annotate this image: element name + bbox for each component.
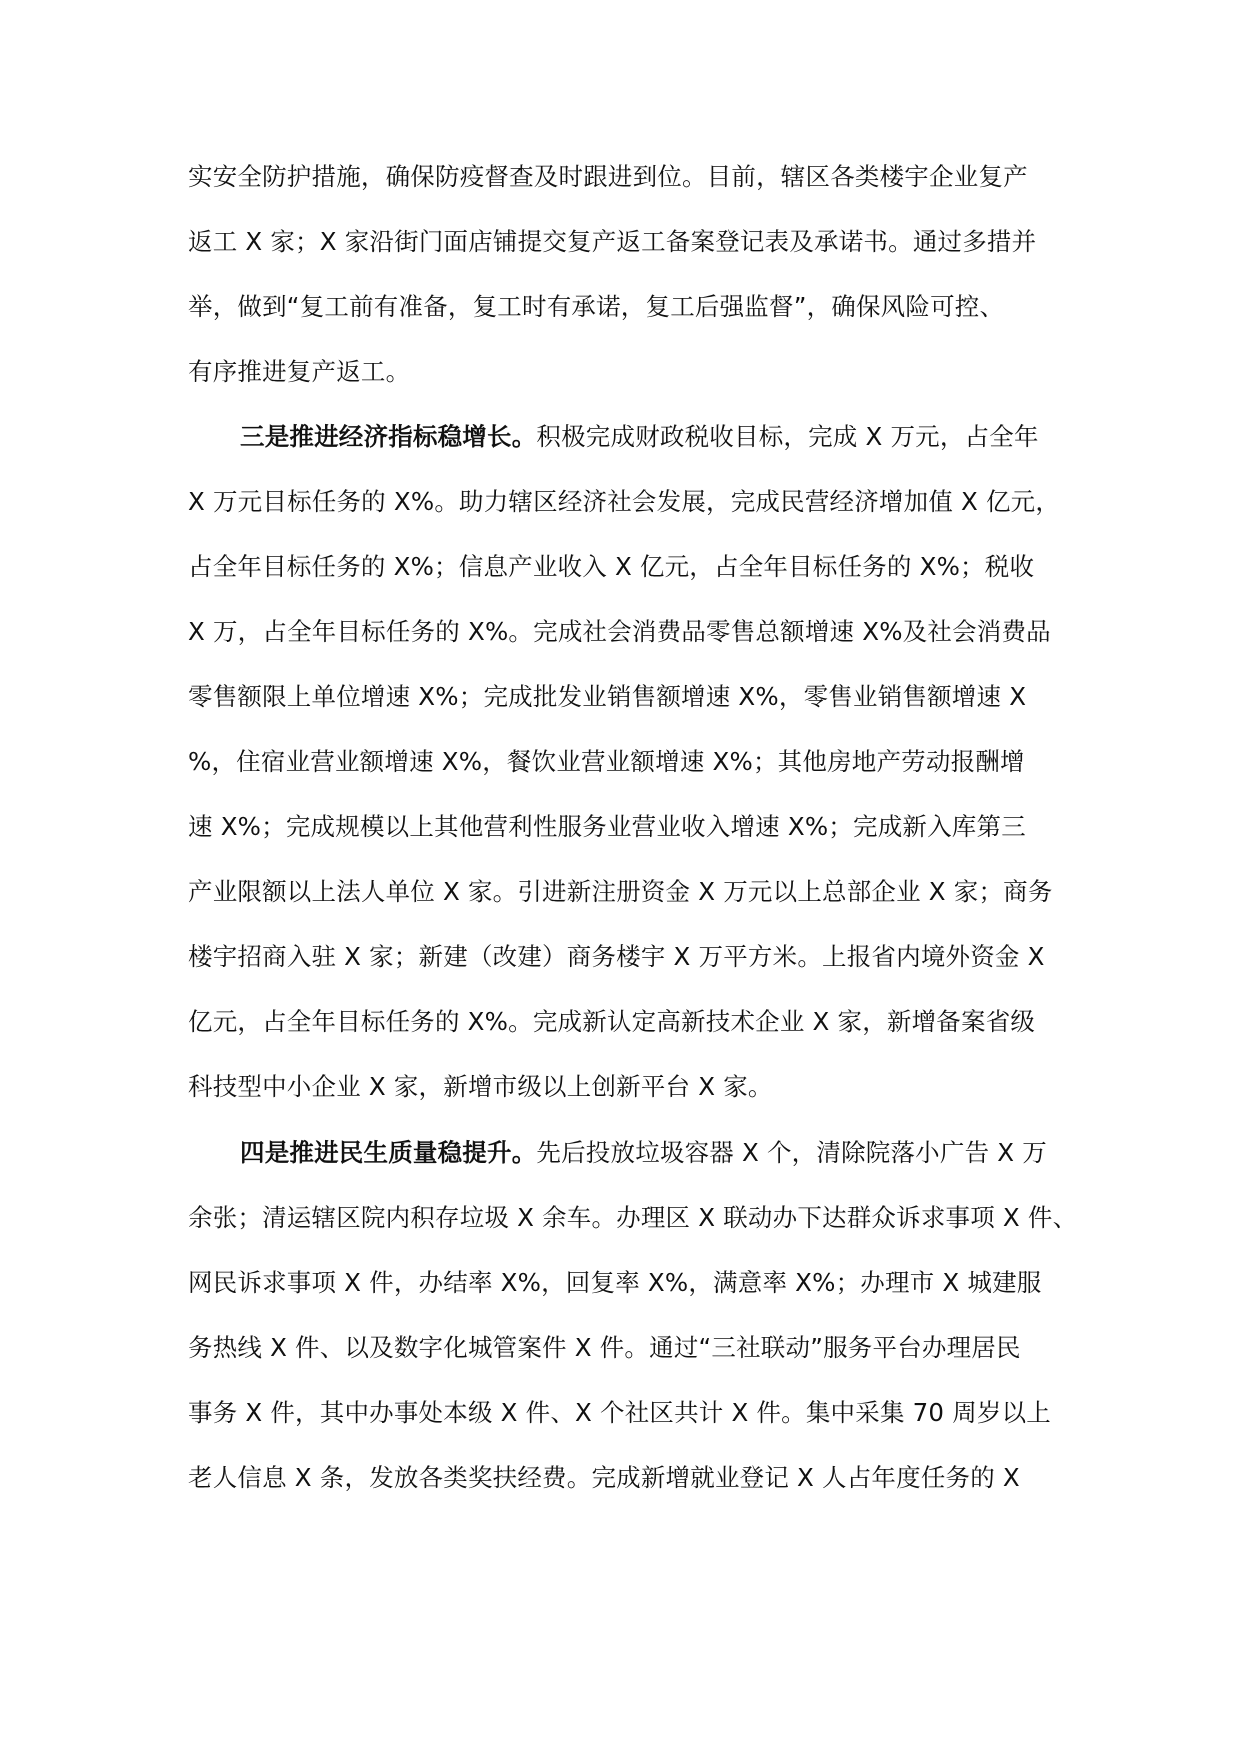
text-line	[188, 1120, 1088, 1185]
text-line: 科技型中小企业 X 家，新增市级以上创新平台 X 家。	[188, 1072, 773, 1101]
text-line: 务热线 X 件、以及数字化城管案件 X 件。通过“三社联动”服务平台办理居民	[188, 1333, 1021, 1362]
text-line: 零售额限上单位增速 X%；完成批发业销售额增速 X%，零售业销售额增速 X	[188, 682, 1027, 711]
text-run: 积极完成财政税收目标，完成 X 万元，占全年	[536, 422, 1039, 451]
text-line: 老人信息 X 条，发放各类奖扶经费。完成新增就业登记 X 人占年度任务的 X	[188, 1463, 1020, 1492]
paragraph-1	[188, 144, 1088, 404]
text-run: 先后投放垃圾容器 X 个，清除院落小广告 X 万	[536, 1138, 1047, 1167]
text-line: X 万元目标任务的 X%。助力辖区经济社会发展，完成民营经济增加值 X 亿元，	[188, 487, 1061, 516]
text-line: 网民诉求事项 X 件，办结率 X%，回复率 X%，满意率 X%；办理市 X 城建服	[188, 1268, 1042, 1297]
text-line: 占全年目标任务的 X%；信息产业收入 X 亿元，占全年目标任务的 X%；税收	[188, 552, 1035, 581]
text-line: 返工 X 家；X 家沿街门面店铺提交复产返工备案登记表及承诺书。通过多措并	[188, 227, 1037, 256]
text-line: 速 X%；完成规模以上其他营利性服务业营业收入增速 X%；完成新入库第三	[188, 812, 1026, 841]
text-line: 有序推进复产返工。	[188, 357, 411, 386]
text-line: 举，做到“复工前有准备，复工时有承诺，复工后强监督”，确保风险可控、	[188, 292, 1005, 321]
text-line: 亿元，占全年目标任务的 X%。完成新认定高新技术企业 X 家，新增备案省级	[188, 1007, 1036, 1036]
paragraph-heading: 四是推进民生质量稳提升。	[240, 1138, 537, 1167]
text-line: 产业限额以上法人单位 X 家。引进新注册资金 X 万元以上总部企业 X 家；商务	[188, 877, 1053, 906]
text-line	[188, 404, 1088, 469]
text-line: 事务 X 件，其中办事处本级 X 件、X 个社区共计 X 件。集中采集 70 周岁以上	[188, 1398, 1051, 1427]
paragraph-heading: 三是推进经济指标稳增长。	[240, 422, 537, 451]
text-line: %，住宿业营业额增速 X%，餐饮业营业额增速 X%；其他房地产劳动报酬增	[188, 747, 1025, 776]
paragraph-2	[188, 404, 1088, 1119]
text-line: 余张；清运辖区院内积存垃圾 X 余车。办理区 X 联动办下达群众诉求事项 X 件、	[188, 1203, 1078, 1232]
paragraph-3	[188, 1120, 1088, 1510]
text-line: 实安全防护措施，确保防疫督查及时跟进到位。目前，辖区各类楼宇企业复产	[188, 162, 1028, 191]
text-line: 楼宇招商入驻 X 家；新建（改建）商务楼宇 X 万平方米。上报省内境外资金 X	[188, 942, 1045, 971]
text-line: X 万，占全年目标任务的 X%。完成社会消费品零售总额增速 X%及社会消费品	[188, 617, 1051, 646]
